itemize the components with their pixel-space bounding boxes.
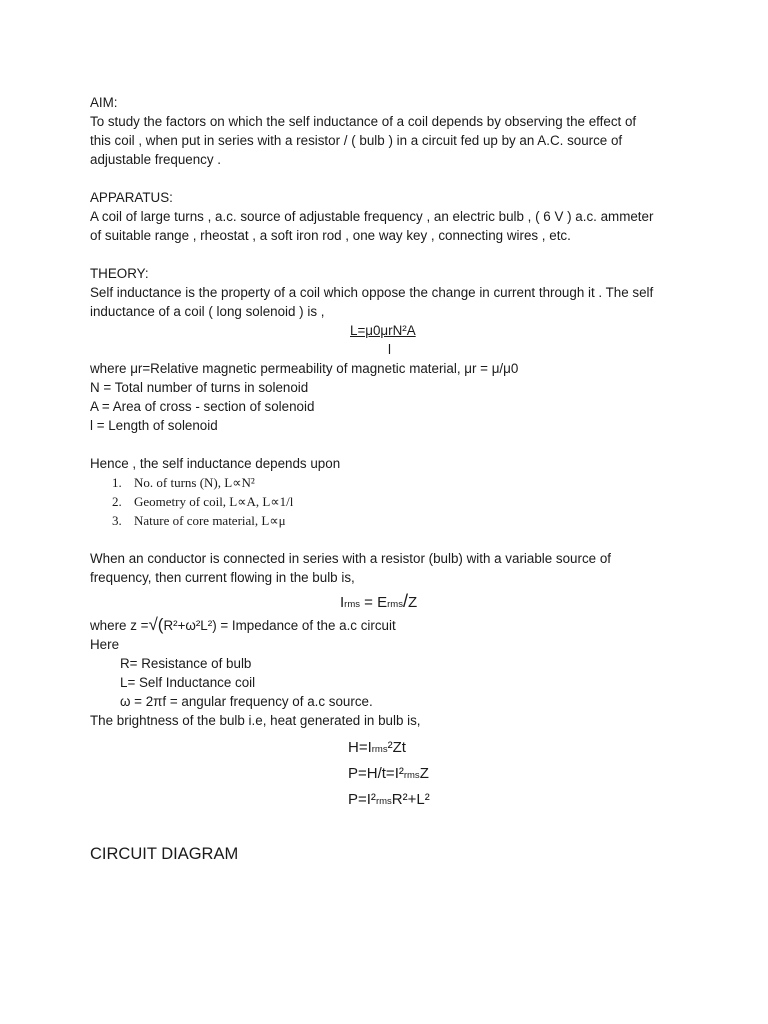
definition-line: A = Area of cross - section of solenoid [90, 399, 315, 414]
power-equation: P=H/t=I²rmsZ [348, 765, 429, 782]
brightness-line: The brightness of the bulb i.e, heat generated in bulb is, [90, 713, 421, 728]
aim-heading: AIM: [90, 95, 118, 110]
theory-heading: THEORY: [90, 266, 149, 281]
definition-line: where μr=Relative magnetic permeability of magnetic material, μr = μ/μ0 [90, 361, 519, 376]
circuit-diagram-heading: CIRCUIT DIAGRAM [90, 845, 239, 863]
inductance-formula-denominator: l [388, 342, 391, 357]
heat-equation: H=Irms²Zt [348, 739, 406, 756]
depends-intro: Hence , the self inductance depends upon [90, 456, 341, 471]
apparatus-line: A coil of large turns , a.c. source of adjustable frequency , an electric bulb , ( 6 V ) a.c. ammeter [90, 209, 654, 224]
power-equation: P=I²rmsR²+L² [348, 791, 430, 808]
factor-list [90, 473, 690, 530]
aim-line: adjustable frequency . [90, 152, 222, 167]
conductor-line: When an conductor is connected in series with a resistor (bulb) with a variable source of [90, 551, 611, 566]
here-label: Here [90, 637, 120, 652]
conductor-line: frequency, then current flowing in the bulb is, [90, 570, 355, 585]
theory-line: Self inductance is the property of a coil which oppose the change in current through it . The self [90, 285, 654, 300]
list-item: 3. Nature of core material, L∝μ [112, 513, 286, 528]
document-page [90, 93, 690, 865]
symbol-line: ω = 2πf = angular frequency of a.c source. [120, 694, 373, 709]
list-item: 1. No. of turns (N), L∝N² [112, 475, 255, 490]
definition-line: l = Length of solenoid [90, 418, 218, 433]
list-item: 2. Geometry of coil, L∝A, L∝1/l [112, 494, 294, 509]
symbol-line: L= Self Inductance coil [120, 675, 256, 690]
theory-line: inductance of a coil ( long solenoid ) is , [90, 304, 325, 319]
apparatus-line: of suitable range , rheostat , a soft iron rod , one way key , connecting wires , etc. [90, 228, 571, 243]
impedance-line: where z =√(R²+ω²L²) = Impedance of the a.c circuit [90, 615, 396, 634]
definition-line: N = Total number of turns in solenoid [90, 380, 309, 395]
inductance-formula-numerator: L=μ0μrN²A [350, 323, 416, 338]
aim-line: To study the factors on which the self inductance of a coil depends by observing the effect of [90, 114, 637, 129]
symbol-line: R= Resistance of bulb [120, 656, 252, 671]
aim-line: this coil , when put in series with a resistor / ( bulb ) in a circuit fed up by an A.C. source of [90, 133, 623, 148]
apparatus-heading: APPARATUS: [90, 190, 173, 205]
irms-equation: Irms = Erms/Z [340, 591, 418, 611]
